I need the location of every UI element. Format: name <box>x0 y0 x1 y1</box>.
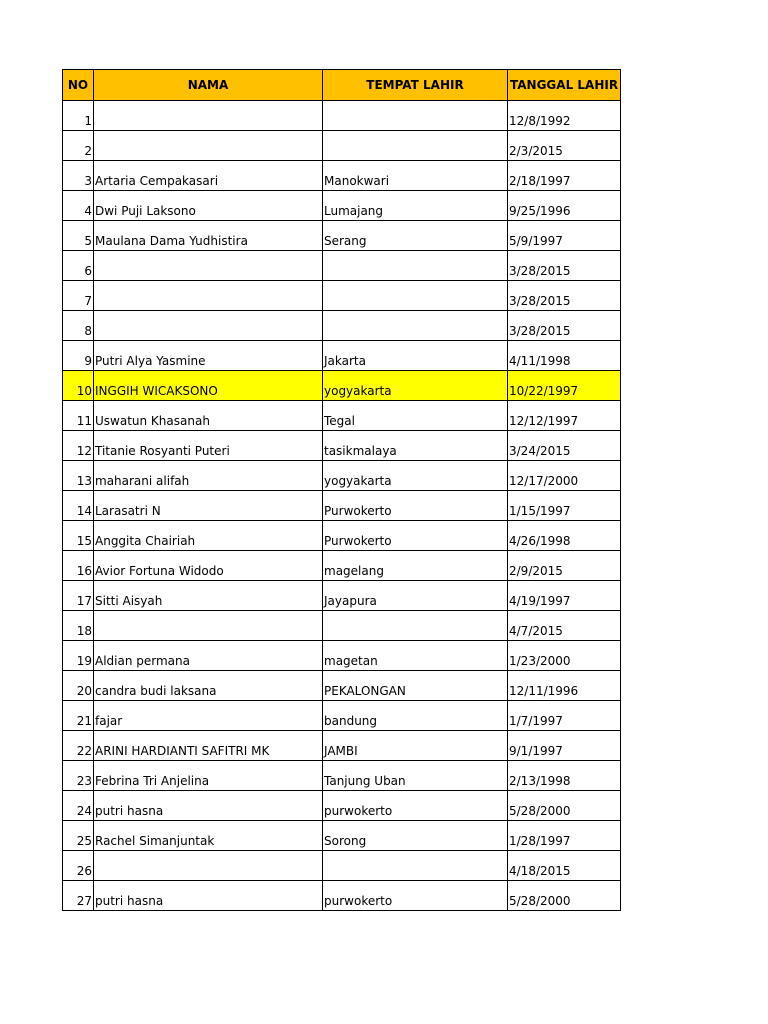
cell-tempat-lahir[interactable]: purwokerto <box>323 881 508 911</box>
cell-no[interactable]: 12 <box>63 431 94 461</box>
cell-tempat-lahir[interactable] <box>323 251 508 281</box>
cell-nama[interactable]: fajar <box>94 701 323 731</box>
cell-tanggal-lahir[interactable]: 5/9/1997 <box>508 221 621 251</box>
cell-tanggal-lahir[interactable]: 4/19/1997 <box>508 581 621 611</box>
table-row <box>63 221 621 251</box>
table-row <box>63 851 621 881</box>
cell-tempat-lahir[interactable]: bandung <box>323 701 508 731</box>
cell-tanggal-lahir[interactable]: 3/28/2015 <box>508 281 621 311</box>
table-row <box>63 371 621 401</box>
cell-nama[interactable]: Larasatri N <box>94 491 323 521</box>
cell-tanggal-lahir[interactable]: 2/3/2015 <box>508 131 621 161</box>
table-row <box>63 581 621 611</box>
cell-tanggal-lahir[interactable]: 12/17/2000 <box>508 461 621 491</box>
cell-tanggal-lahir[interactable]: 9/1/1997 <box>508 731 621 761</box>
cell-tanggal-lahir[interactable]: 4/26/1998 <box>508 521 621 551</box>
table-row <box>63 671 621 701</box>
cell-no[interactable]: 21 <box>63 701 94 731</box>
cell-no[interactable]: 15 <box>63 521 94 551</box>
cell-no[interactable]: 20 <box>63 671 94 701</box>
cell-tempat-lahir[interactable]: Tanjung Uban <box>323 761 508 791</box>
table-row <box>63 461 621 491</box>
cell-nama[interactable]: maharani alifah <box>94 461 323 491</box>
cell-tanggal-lahir[interactable]: 2/18/1997 <box>508 161 621 191</box>
cell-no[interactable]: 22 <box>63 731 94 761</box>
cell-tempat-lahir[interactable]: Jayapura <box>323 581 508 611</box>
cell-tempat-lahir[interactable]: Purwokerto <box>323 491 508 521</box>
cell-nama[interactable] <box>94 851 323 881</box>
cell-tempat-lahir[interactable]: tasikmalaya <box>323 431 508 461</box>
cell-no[interactable]: 11 <box>63 401 94 431</box>
table-row <box>63 401 621 431</box>
cell-tempat-lahir[interactable] <box>323 311 508 341</box>
cell-tempat-lahir[interactable] <box>323 611 508 641</box>
cell-tempat-lahir[interactable]: yogyakarta <box>323 461 508 491</box>
cell-tempat-lahir[interactable] <box>323 101 508 131</box>
cell-tanggal-lahir[interactable]: 1/7/1997 <box>508 701 621 731</box>
cell-tanggal-lahir[interactable]: 12/12/1997 <box>508 401 621 431</box>
cell-no[interactable]: 25 <box>63 821 94 851</box>
table-row <box>63 281 621 311</box>
cell-tanggal-lahir[interactable]: 12/11/1996 <box>508 671 621 701</box>
cell-tanggal-lahir[interactable]: 5/28/2000 <box>508 791 621 821</box>
cell-nama[interactable]: Aldian permana <box>94 641 323 671</box>
cell-nama[interactable]: putri hasna <box>94 881 323 911</box>
table-row <box>63 131 621 161</box>
cell-tanggal-lahir[interactable]: 4/11/1998 <box>508 341 621 371</box>
cell-nama[interactable]: Dwi Puji Laksono <box>94 191 323 221</box>
cell-nama[interactable]: Maulana Dama Yudhistira <box>94 221 323 251</box>
cell-tempat-lahir[interactable]: JAMBI <box>323 731 508 761</box>
cell-nama[interactable]: putri hasna <box>94 791 323 821</box>
data-table <box>62 69 621 911</box>
cell-nama[interactable]: Uswatun Khasanah <box>94 401 323 431</box>
cell-no[interactable]: 10 <box>63 371 94 401</box>
cell-tempat-lahir[interactable]: PEKALONGAN <box>323 671 508 701</box>
table-row <box>63 731 621 761</box>
cell-nama[interactable]: Avior Fortuna Widodo <box>94 551 323 581</box>
cell-tanggal-lahir[interactable]: 3/28/2015 <box>508 311 621 341</box>
cell-no[interactable]: 7 <box>63 281 94 311</box>
cell-nama[interactable] <box>94 101 323 131</box>
table-row <box>63 101 621 131</box>
cell-no[interactable]: 9 <box>63 341 94 371</box>
cell-tempat-lahir[interactable]: magetan <box>323 641 508 671</box>
cell-no[interactable]: 23 <box>63 761 94 791</box>
cell-nama[interactable] <box>94 611 323 641</box>
cell-tanggal-lahir[interactable]: 3/24/2015 <box>508 431 621 461</box>
cell-tempat-lahir[interactable]: magelang <box>323 551 508 581</box>
header-nama[interactable]: NAMA <box>94 70 323 101</box>
table-row <box>63 251 621 281</box>
cell-tempat-lahir[interactable] <box>323 281 508 311</box>
cell-tanggal-lahir[interactable]: 2/9/2015 <box>508 551 621 581</box>
cell-nama[interactable] <box>94 311 323 341</box>
table-row <box>63 521 621 551</box>
cell-tempat-lahir[interactable]: Manokwari <box>323 161 508 191</box>
cell-nama[interactable]: Sitti Aisyah <box>94 581 323 611</box>
cell-tanggal-lahir[interactable]: 5/28/2000 <box>508 881 621 911</box>
table-row <box>63 431 621 461</box>
table-row <box>63 881 621 911</box>
cell-tanggal-lahir[interactable]: 1/23/2000 <box>508 641 621 671</box>
cell-no[interactable]: 13 <box>63 461 94 491</box>
cell-tanggal-lahir[interactable]: 10/22/1997 <box>508 371 621 401</box>
cell-nama[interactable]: candra budi laksana <box>94 671 323 701</box>
cell-no[interactable]: 5 <box>63 221 94 251</box>
table-row <box>63 701 621 731</box>
cell-tempat-lahir[interactable]: purwokerto <box>323 791 508 821</box>
cell-no[interactable]: 16 <box>63 551 94 581</box>
cell-tanggal-lahir[interactable]: 12/8/1992 <box>508 101 621 131</box>
cell-no[interactable]: 18 <box>63 611 94 641</box>
cell-no[interactable]: 4 <box>63 191 94 221</box>
cell-no[interactable]: 3 <box>63 161 94 191</box>
cell-tempat-lahir[interactable]: Jakarta <box>323 341 508 371</box>
cell-nama[interactable] <box>94 281 323 311</box>
cell-no[interactable]: 24 <box>63 791 94 821</box>
cell-tempat-lahir[interactable]: Tegal <box>323 401 508 431</box>
cell-nama[interactable]: INGGIH WICAKSONO <box>94 371 323 401</box>
cell-tanggal-lahir[interactable]: 4/18/2015 <box>508 851 621 881</box>
cell-tempat-lahir[interactable]: Lumajang <box>323 191 508 221</box>
cell-nama[interactable]: ARINI HARDIANTI SAFITRI MK <box>94 731 323 761</box>
table-row <box>63 341 621 371</box>
header-tempat-lahir[interactable]: TEMPAT LAHIR <box>323 70 508 101</box>
cell-tanggal-lahir[interactable]: 3/28/2015 <box>508 251 621 281</box>
cell-tempat-lahir[interactable]: yogyakarta <box>323 371 508 401</box>
cell-no[interactable]: 17 <box>63 581 94 611</box>
cell-tempat-lahir[interactable]: Sorong <box>323 821 508 851</box>
cell-nama[interactable] <box>94 251 323 281</box>
cell-tanggal-lahir[interactable]: 9/25/1996 <box>508 191 621 221</box>
cell-nama[interactable]: Artaria Cempakasari <box>94 161 323 191</box>
cell-no[interactable]: 19 <box>63 641 94 671</box>
cell-tempat-lahir[interactable]: Serang <box>323 221 508 251</box>
cell-tanggal-lahir[interactable]: 2/13/1998 <box>508 761 621 791</box>
cell-nama[interactable]: Titanie Rosyanti Puteri <box>94 431 323 461</box>
cell-nama[interactable]: Anggita Chairiah <box>94 521 323 551</box>
table-row <box>63 161 621 191</box>
table-row <box>63 191 621 221</box>
cell-nama[interactable]: Rachel Simanjuntak <box>94 821 323 851</box>
cell-no[interactable]: 6 <box>63 251 94 281</box>
table-row <box>63 821 621 851</box>
table-row <box>63 551 621 581</box>
cell-tanggal-lahir[interactable]: 1/28/1997 <box>508 821 621 851</box>
header-row <box>63 70 621 101</box>
cell-no[interactable]: 8 <box>63 311 94 341</box>
cell-tanggal-lahir[interactable]: 4/7/2015 <box>508 611 621 641</box>
table-row <box>63 761 621 791</box>
cell-tempat-lahir[interactable] <box>323 851 508 881</box>
cell-nama[interactable]: Febrina Tri Anjelina <box>94 761 323 791</box>
table-row <box>63 791 621 821</box>
cell-no[interactable]: 26 <box>63 851 94 881</box>
cell-nama[interactable]: Putri Alya Yasmine <box>94 341 323 371</box>
header-no[interactable]: NO <box>63 70 94 101</box>
header-tanggal-lahir[interactable]: TANGGAL LAHIR <box>508 70 621 101</box>
table-row <box>63 611 621 641</box>
spreadsheet <box>62 69 621 911</box>
table-row <box>63 311 621 341</box>
cell-no[interactable]: 1 <box>63 101 94 131</box>
table-row <box>63 491 621 521</box>
table-row <box>63 641 621 671</box>
cell-no[interactable]: 14 <box>63 491 94 521</box>
cell-tanggal-lahir[interactable]: 1/15/1997 <box>508 491 621 521</box>
cell-tempat-lahir[interactable]: Purwokerto <box>323 521 508 551</box>
cell-no[interactable]: 27 <box>63 881 94 911</box>
cell-no[interactable]: 2 <box>63 131 94 161</box>
cell-tempat-lahir[interactable] <box>323 131 508 161</box>
cell-nama[interactable] <box>94 131 323 161</box>
table-body <box>63 101 621 911</box>
